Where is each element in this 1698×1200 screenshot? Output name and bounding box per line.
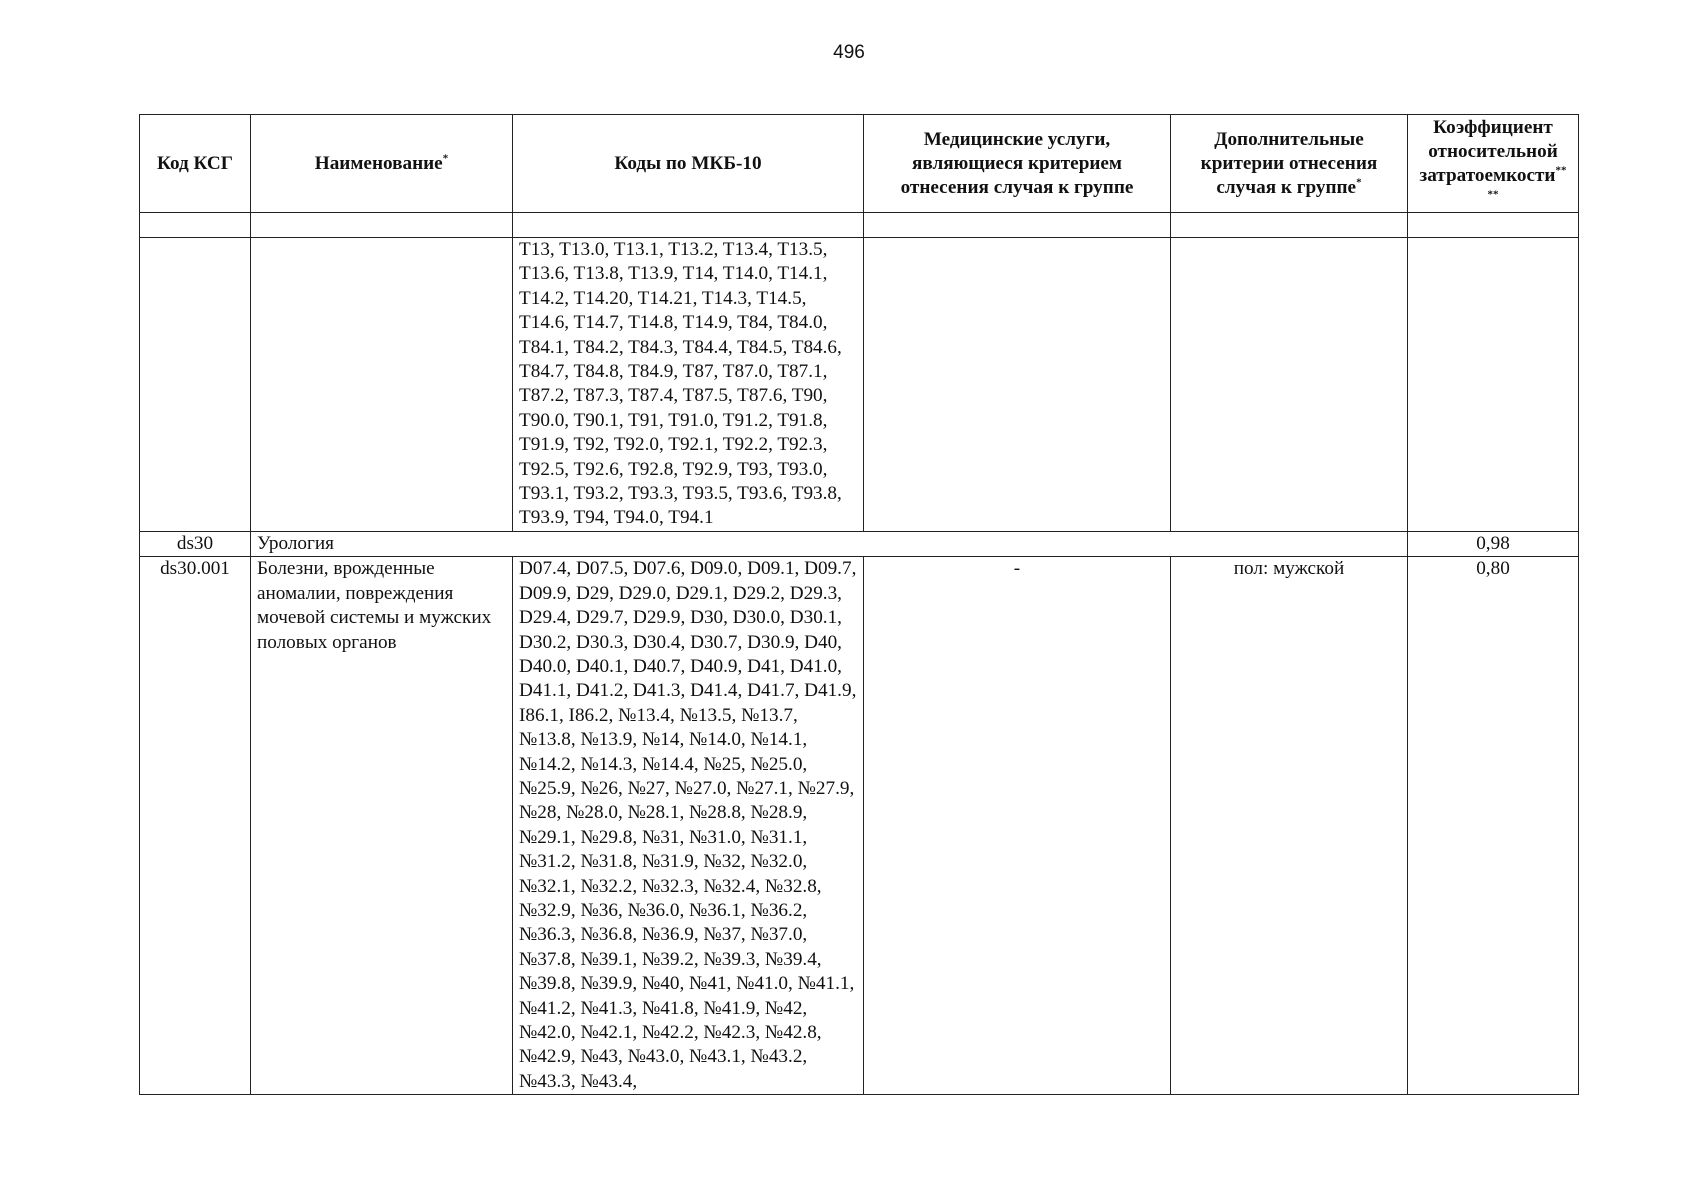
cell-name bbox=[251, 238, 513, 532]
cell-code: ds30 bbox=[140, 531, 251, 556]
table-row-group bbox=[140, 531, 1579, 556]
header-coef-footnote-mark-2: ** bbox=[1487, 188, 1499, 201]
table-spacer-row bbox=[140, 213, 1579, 238]
header-name-footnote-mark: * bbox=[442, 152, 449, 165]
cell-name: Болезни, врожденные аномалии, повреждения мочевой системы и мужских половых органов bbox=[251, 557, 513, 1095]
cell-services bbox=[864, 238, 1171, 532]
table-row bbox=[140, 238, 1579, 532]
cell-code: ds30.001 bbox=[140, 557, 251, 1095]
header-coef-footnote-mark: ** bbox=[1555, 164, 1567, 177]
cell-code bbox=[140, 238, 251, 532]
cell-mkb: T13, T13.0, T13.1, T13.2, T13.4, T13.5, T13.6, T13.8, T13.9, T14, T14.0, T14.1, T14.2, T14.20, T14.21, T14.3, T14.5, T14.6, T14.7, T14.8, T14.9, T84, T84.0, T84.1, T84.2, T84.3, T84.4, T84.5, T84.6, T84.7, T84.8, T84.9, T87, T87.0, T87.1, T87.2, T87.3, T87.4, T87.5, T87.6, T90, T90.0, T90.1, T91, T91.0, T91.2, T91.8, T91.9, T92, T92.0, T92.1, T92.2, T92.3, T92.5, T92.6, T92.8, T92.9, T93, T93.0, T93.1, T93.2, T93.3, T93.5, T93.6, T93.8, T93.9, T94, T94.0, T94.1 bbox=[513, 238, 864, 532]
cell-group-name: Урология bbox=[251, 531, 1408, 556]
header-services: Медицинские услуги, являющиеся критерием отнесения случая к группе bbox=[864, 115, 1171, 213]
cell-coef: 0,80 bbox=[1408, 557, 1579, 1095]
header-mkb: Коды по МКБ-10 bbox=[513, 115, 864, 213]
header-coefficient: Коэффициент относительной затратоемкости** ** bbox=[1408, 115, 1579, 213]
header-extra-footnote-mark: * bbox=[1356, 176, 1362, 189]
header-name: Наименование* bbox=[251, 115, 513, 213]
header-code: Код КСГ bbox=[140, 115, 251, 213]
table-header-row bbox=[140, 115, 1579, 213]
cell-extra bbox=[1171, 238, 1408, 532]
cell-coef: 0,98 bbox=[1408, 531, 1579, 556]
cell-extra: пол: мужской bbox=[1171, 557, 1408, 1095]
page-number: 496 bbox=[833, 42, 865, 63]
cell-services: - bbox=[864, 557, 1171, 1095]
cell-coef bbox=[1408, 238, 1579, 532]
table-row bbox=[140, 557, 1579, 1095]
header-extra-criteria: Дополнительные критерии отнесения случая к группе* bbox=[1171, 115, 1408, 213]
cell-mkb: D07.4, D07.5, D07.6, D09.0, D09.1, D09.7, D09.9, D29, D29.0, D29.1, D29.2, D29.3, D29.4, D29.7, D29.9, D30, D30.0, D30.1, D30.2, D30.3, D30.4, D30.7, D30.9, D40, D40.0, D40.1, D40.7, D40.9, D41, D41.0, D41.1, D41.2, D41.3, D41.4, D41.7, D41.9, I86.1, I86.2, №13.4, №13.5, №13.7, №13.8, №13.9, №14, №14.0, №14.1, №14.2, №14.3, №14.4, №25, №25.0, №25.9, №26, №27, №27.0, №27.1, №27.9, №28, №28.0, №28.1, №28.8, №28.9, №29.1, №29.8, №31, №31.0, №31.1, №31.2, №31.8, №31.9, №32, №32.0, №32.1, №32.2, №32.3, №32.4, №32.8, №32.9, №36, №36.0, №36.1, №36.2, №36.3, №36.8, №36.9, №37, №37.0, №37.8, №39.1, №39.2, №39.3, №39.4, №39.8, №39.9, №40, №41, №41.0, №41.1, №41.2, №41.3, №41.8, №41.9, №42, №42.0, №42.1, №42.2, №42.3, №42.8, №42.9, №43, №43.0, №43.1, №43.2, №43.3, №43.4, bbox=[513, 557, 864, 1095]
ksg-table bbox=[139, 114, 1579, 1095]
